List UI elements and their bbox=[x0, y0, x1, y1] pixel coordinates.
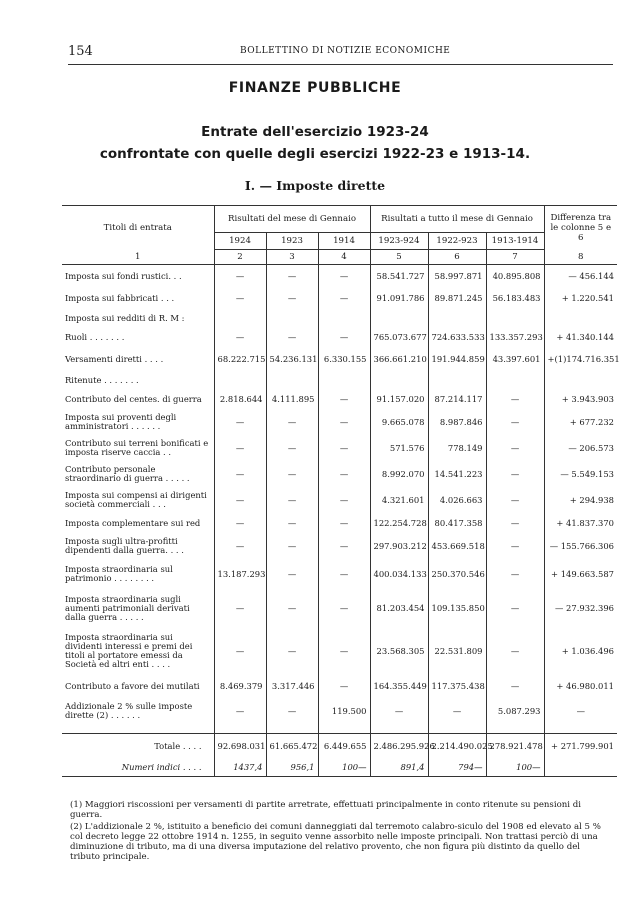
table-row bbox=[62, 627, 617, 675]
row-label: Imposta straordinaria sugli aumenti patrimoniali derivati dalla guerra . . . . . bbox=[65, 593, 190, 622]
revenue-table bbox=[62, 205, 620, 777]
row-cell: + 677.232 bbox=[544, 409, 617, 435]
row-cell: 133.357.293 bbox=[486, 327, 544, 347]
row-label: Imposta complementare sui red bbox=[65, 517, 201, 528]
table-row bbox=[62, 461, 617, 487]
row-cell bbox=[266, 371, 318, 389]
row-cell: 297.903.212 bbox=[370, 533, 428, 559]
row-cell: 4.321.601 bbox=[370, 487, 428, 513]
row-cell: — bbox=[370, 697, 428, 725]
row-cell: + 1.220.541 bbox=[544, 287, 617, 309]
row-cell: — bbox=[214, 327, 266, 347]
row-cell: + 1.036.496 bbox=[544, 627, 617, 675]
row-cell: 8.987.846 bbox=[428, 409, 486, 435]
row-cell: — 5.549.153 bbox=[544, 461, 617, 487]
row-cell: — bbox=[486, 627, 544, 675]
row-cell bbox=[318, 371, 370, 389]
row-cell: — bbox=[486, 461, 544, 487]
row-cell: — bbox=[214, 533, 266, 559]
header-year: 1913-1914 bbox=[486, 233, 544, 250]
row-cell: 8.992.070 bbox=[370, 461, 428, 487]
table-body bbox=[62, 265, 620, 777]
row-cell: — bbox=[544, 697, 617, 725]
header-year: 1923-924 bbox=[370, 233, 428, 250]
row-label: Imposta sui redditi di R. M : bbox=[65, 312, 185, 323]
colnum: 2 bbox=[214, 250, 266, 265]
row-cell: 8.469.379 bbox=[214, 675, 266, 697]
row-label: Imposta sui proventi degli amministratori . . . . . . bbox=[65, 412, 177, 431]
row-cell: — bbox=[214, 265, 266, 288]
table-row bbox=[62, 758, 617, 777]
row-cell: + 294.938 bbox=[544, 487, 617, 513]
row-cell: — bbox=[486, 389, 544, 409]
colnum: 8 bbox=[544, 250, 617, 265]
title-line-1: Entrate dell'esercizio 1923-24 bbox=[201, 124, 429, 140]
table-row bbox=[62, 533, 617, 559]
row-cell bbox=[486, 371, 544, 389]
row-cell: 14.541.223 bbox=[428, 461, 486, 487]
row-cell: 22.531.809 bbox=[428, 627, 486, 675]
row-cell bbox=[428, 371, 486, 389]
row-cell: 4.026.663 bbox=[428, 487, 486, 513]
row-cell: — bbox=[318, 389, 370, 409]
row-cell: 9.665.078 bbox=[370, 409, 428, 435]
table-row bbox=[62, 675, 617, 697]
row-cell: 400.034.133 bbox=[370, 559, 428, 589]
row-label: Addizionale 2 % sulle imposte dirette (2) . . . . . . bbox=[65, 701, 193, 720]
row-cell: 191.944.859 bbox=[428, 347, 486, 371]
row-cell: — bbox=[428, 697, 486, 725]
row-cell: — bbox=[318, 435, 370, 461]
table-row bbox=[62, 327, 617, 347]
row-cell: — bbox=[318, 409, 370, 435]
row-label: Totale . . . . bbox=[62, 734, 214, 759]
colnum: 3 bbox=[266, 250, 318, 265]
table-row bbox=[62, 513, 617, 533]
row-cell: — 206.573 bbox=[544, 435, 617, 461]
colnum: 4 bbox=[318, 250, 370, 265]
row-cell: — bbox=[486, 487, 544, 513]
row-label: Ritenute . . . . . . . bbox=[65, 374, 139, 385]
row-cell: — bbox=[266, 589, 318, 627]
row-label: Contributo del centes. di guerra bbox=[65, 393, 202, 404]
row-cell: 89.871.245 bbox=[428, 287, 486, 309]
header-year: 1923 bbox=[266, 233, 318, 250]
spacer-row bbox=[62, 725, 617, 734]
row-cell: 92.698.031 bbox=[214, 734, 266, 759]
row-cell: — bbox=[266, 265, 318, 288]
row-cell: — bbox=[214, 697, 266, 725]
row-cell: — bbox=[214, 513, 266, 533]
page-number: 154 bbox=[68, 44, 93, 59]
row-label: Ruoli . . . . . . . bbox=[65, 331, 125, 342]
colnum: 1 bbox=[62, 250, 214, 265]
row-cell: — bbox=[214, 627, 266, 675]
row-cell: 453.669.518 bbox=[428, 533, 486, 559]
running-title: BOLLETTINO DI NOTIZIE ECONOMICHE bbox=[240, 46, 451, 56]
row-cell: — bbox=[318, 675, 370, 697]
row-cell: 6.330.155 bbox=[318, 347, 370, 371]
section-title: FINANZE PUBBLICHE bbox=[228, 80, 402, 96]
row-cell: — bbox=[318, 589, 370, 627]
row-label: Imposta sugli ultra-profitti dipendenti dalla guerra. . . . bbox=[65, 536, 184, 555]
row-cell: — bbox=[266, 559, 318, 589]
row-cell: — bbox=[486, 513, 544, 533]
header-year: 1914 bbox=[318, 233, 370, 250]
row-cell: — bbox=[266, 287, 318, 309]
row-cell: + 271.799.901 bbox=[544, 734, 617, 759]
row-cell: — bbox=[318, 327, 370, 347]
row-cell: — bbox=[486, 589, 544, 627]
row-cell: — bbox=[486, 533, 544, 559]
row-cell: 80.417.358 bbox=[428, 513, 486, 533]
row-cell: 54.236.131 bbox=[266, 347, 318, 371]
row-cell: — bbox=[318, 627, 370, 675]
row-cell: — bbox=[214, 487, 266, 513]
row-cell: 3.317.446 bbox=[266, 675, 318, 697]
row-cell: 278.921.478 bbox=[486, 734, 544, 759]
row-cell: 58.997.871 bbox=[428, 265, 486, 288]
row-label: Imposta straordinaria sui dividenti interessi e premi dei titoli al portatore emessi da Società ed altri enti . . . . bbox=[65, 632, 193, 669]
row-cell: 366.661.210 bbox=[370, 347, 428, 371]
row-label: Contributo personale straordinario di guerra . . . . . bbox=[65, 464, 190, 483]
row-cell: — bbox=[266, 627, 318, 675]
row-cell: 23.568.305 bbox=[370, 627, 428, 675]
row-cell: — bbox=[214, 409, 266, 435]
colnum: 5 bbox=[370, 250, 428, 265]
row-cell: 56.183.483 bbox=[486, 287, 544, 309]
colnum: 6 bbox=[428, 250, 486, 265]
row-cell: 91.157.020 bbox=[370, 389, 428, 409]
row-cell: — 27.932.396 bbox=[544, 589, 617, 627]
row-cell: — bbox=[266, 487, 318, 513]
table-row bbox=[62, 559, 617, 589]
row-cell: — bbox=[486, 675, 544, 697]
header-rule bbox=[68, 64, 613, 65]
header-titoli: Titoli di entrata bbox=[62, 206, 214, 250]
row-cell: 778.149 bbox=[428, 435, 486, 461]
footnote-2: (2) L'addizionale 2 %, istituito a beneficio dei comuni danneggiati dal terremoto calabro-siculo del 1908 ed elevato al 5 % col decreto legge 22 ottobre 1914 n. 1255, in seguito venne assorbito nelle imposte principali. Non trattasi perciò di una diminuzione di tributo, ma di una diversa imputazione del relativo provento, che non figura più distinto da quello del tributo principale. bbox=[70, 822, 601, 862]
table-row bbox=[62, 371, 617, 389]
header-group-mese: Risultati del mese di Gennaio bbox=[214, 206, 370, 233]
row-cell: — bbox=[214, 287, 266, 309]
row-cell: 794— bbox=[428, 758, 486, 777]
row-cell: + 3.943.903 bbox=[544, 389, 617, 409]
row-cell: — bbox=[318, 265, 370, 288]
row-label: Versamenti diretti . . . . bbox=[65, 353, 164, 364]
row-cell: + 46.980.011 bbox=[544, 675, 617, 697]
header-year: 1924 bbox=[214, 233, 266, 250]
row-label: Imposta sui fondi rustici. . . bbox=[65, 270, 182, 281]
row-cell: 100— bbox=[486, 758, 544, 777]
row-cell: 2.486.295.926 bbox=[370, 734, 428, 759]
row-cell: 250.370.546 bbox=[428, 559, 486, 589]
row-cell: — bbox=[214, 461, 266, 487]
row-cell: 724.633.533 bbox=[428, 327, 486, 347]
row-cell: 13.187.293 bbox=[214, 559, 266, 589]
row-label: Contributo sui terreni bonificati e imposta riserve caccia . . bbox=[65, 438, 209, 457]
row-cell bbox=[370, 371, 428, 389]
row-cell: — bbox=[318, 559, 370, 589]
row-cell: 891,4 bbox=[370, 758, 428, 777]
row-cell: — bbox=[318, 533, 370, 559]
row-cell: 61.665.472 bbox=[266, 734, 318, 759]
table-subtitle: I. — Imposte dirette bbox=[244, 178, 386, 193]
row-cell: 91.091.786 bbox=[370, 287, 428, 309]
row-cell: 571.576 bbox=[370, 435, 428, 461]
table-row bbox=[62, 697, 617, 725]
row-cell: — bbox=[318, 461, 370, 487]
row-cell bbox=[544, 309, 617, 327]
header-year: 1922-923 bbox=[428, 233, 486, 250]
row-cell: 68.222.715 bbox=[214, 347, 266, 371]
table-row bbox=[62, 435, 617, 461]
row-cell: 109.135.850 bbox=[428, 589, 486, 627]
table-row bbox=[62, 589, 617, 627]
row-cell: — bbox=[266, 327, 318, 347]
footnote-1: (1) Maggiori riscossioni per versamenti di partite arretrate, effettuati principalmente in conto ritenute su pensioni di guerra. bbox=[70, 800, 582, 820]
row-cell bbox=[214, 309, 266, 327]
row-cell: — 155.766.306 bbox=[544, 533, 617, 559]
row-cell: — bbox=[486, 435, 544, 461]
row-cell: + 41.837.370 bbox=[544, 513, 617, 533]
row-cell: 2.818.644 bbox=[214, 389, 266, 409]
row-cell bbox=[428, 309, 486, 327]
row-cell: — bbox=[266, 461, 318, 487]
table-row bbox=[62, 389, 617, 409]
row-cell: 119.500 bbox=[318, 697, 370, 725]
table-row bbox=[62, 409, 617, 435]
row-cell: 58.541.727 bbox=[370, 265, 428, 288]
row-cell bbox=[318, 309, 370, 327]
row-cell: 6.449.655 bbox=[318, 734, 370, 759]
row-cell: 1437,4 bbox=[214, 758, 266, 777]
row-cell: — bbox=[318, 487, 370, 513]
title-line-2: confrontate con quelle degli esercizi 1922-23 e 1913-14. bbox=[99, 146, 531, 162]
row-cell: — bbox=[486, 409, 544, 435]
row-cell: — bbox=[266, 435, 318, 461]
row-cell: 164.355.449 bbox=[370, 675, 428, 697]
row-label: Imposta sui compensi ai dirigenti società commerciali . . . bbox=[65, 490, 207, 509]
row-cell: 956,1 bbox=[266, 758, 318, 777]
row-cell: — bbox=[266, 697, 318, 725]
row-cell: — bbox=[214, 589, 266, 627]
colnum: 7 bbox=[486, 250, 544, 265]
row-cell: — bbox=[318, 287, 370, 309]
row-cell bbox=[370, 309, 428, 327]
row-cell: 40.895.808 bbox=[486, 265, 544, 288]
row-label: Imposta sui fabbricati . . . bbox=[65, 292, 175, 303]
row-cell: + 149.663.587 bbox=[544, 559, 617, 589]
row-cell: 43.397.601 bbox=[486, 347, 544, 371]
row-cell: 5.087.293 bbox=[486, 697, 544, 725]
row-cell: — bbox=[266, 533, 318, 559]
row-cell: — bbox=[266, 409, 318, 435]
row-cell: 765.073.677 bbox=[370, 327, 428, 347]
row-cell: + 41.340.144 bbox=[544, 327, 617, 347]
row-cell: 117.375.438 bbox=[428, 675, 486, 697]
row-cell bbox=[486, 309, 544, 327]
table-row bbox=[62, 734, 617, 759]
table-row bbox=[62, 265, 617, 288]
table-row bbox=[62, 287, 617, 309]
row-cell: 122.254.728 bbox=[370, 513, 428, 533]
row-cell: 100— bbox=[318, 758, 370, 777]
row-cell: 81.203.454 bbox=[370, 589, 428, 627]
row-cell bbox=[214, 371, 266, 389]
row-cell bbox=[544, 371, 617, 389]
row-cell: 87.214.117 bbox=[428, 389, 486, 409]
row-cell bbox=[544, 758, 617, 777]
row-label: Contributo a favore dei mutilati bbox=[65, 680, 200, 691]
row-label: Numeri indici . . . . bbox=[62, 758, 214, 777]
row-cell: — bbox=[318, 513, 370, 533]
row-cell: — bbox=[486, 559, 544, 589]
row-cell: 2.214.490.025 bbox=[428, 734, 486, 759]
row-cell: +(1)174.716.351 bbox=[544, 347, 617, 371]
row-cell: — 456.144 bbox=[544, 265, 617, 288]
table-row bbox=[62, 309, 617, 327]
row-label: Imposta straordinaria sul patrimonio . . . . . . . . bbox=[65, 564, 173, 583]
table-row bbox=[62, 487, 617, 513]
row-cell: 4.111.895 bbox=[266, 389, 318, 409]
row-cell: — bbox=[214, 435, 266, 461]
header-group-tutto: Risultati a tutto il mese di Gennaio bbox=[370, 206, 544, 233]
row-cell: — bbox=[266, 513, 318, 533]
row-cell bbox=[266, 309, 318, 327]
header-differenza: Differenza tra le colonne 5 e 6 bbox=[544, 206, 617, 250]
table-row bbox=[62, 347, 617, 371]
